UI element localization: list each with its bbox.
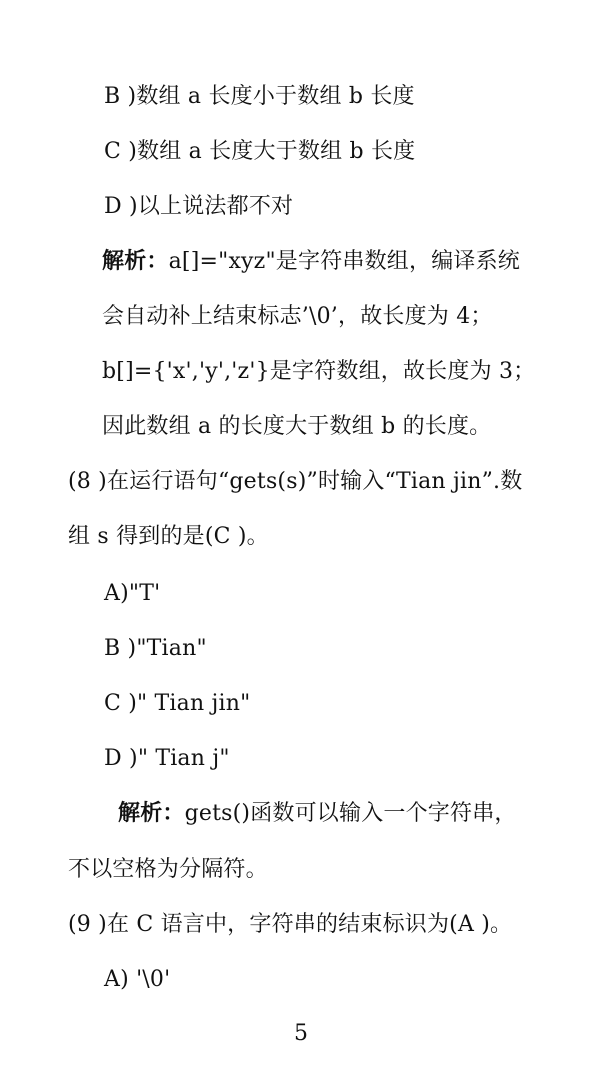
analysis-text: a[]="xyz"是字符串数组，编译系统 bbox=[168, 249, 520, 274]
analysis-2-line-2: 不以空格为分隔符。 bbox=[68, 857, 268, 882]
option-b-line: B )数组 a 长度小于数组 b 长度 bbox=[104, 84, 415, 109]
option-d-line: D )以上说法都不对 bbox=[104, 194, 294, 219]
question-8-line-1: (8 )在运行语句“gets(s)”时输入“Tian jin”.数 bbox=[68, 469, 523, 494]
analysis-label: 解析： bbox=[102, 249, 169, 274]
option-c-line: C )数组 a 长度大于数组 b 长度 bbox=[104, 139, 416, 164]
analysis-line-2: 会自动补上结束标志’\0’，故长度为 4； bbox=[102, 304, 493, 329]
q8-option-a: A)"T' bbox=[104, 581, 161, 606]
question-9-line: (9 )在 C 语言中，字符串的结束标识为(A )。 bbox=[68, 912, 513, 937]
analysis-2-text: gets()函数可以输入一个字符串， bbox=[184, 801, 517, 826]
q8-option-c: C )" Tian jin" bbox=[104, 691, 251, 716]
q8-option-d: D )" Tian j" bbox=[104, 746, 230, 771]
analysis-2-label: 解析： bbox=[118, 801, 185, 826]
page-number: 5 bbox=[294, 1021, 308, 1046]
q9-option-a: A) '\0' bbox=[104, 967, 171, 992]
analysis-line-1 bbox=[102, 247, 520, 277]
analysis-line-3: b[]={'x','y','z'}是字符数组，故长度为 3； bbox=[102, 359, 536, 384]
analysis-line-4: 因此数组 a 的长度大于数组 b 的长度。 bbox=[102, 414, 492, 439]
question-8-line-2: 组 s 得到的是(C )。 bbox=[68, 524, 269, 549]
q8-option-b: B )"Tian" bbox=[104, 636, 207, 661]
analysis-2-line-1 bbox=[118, 799, 517, 829]
